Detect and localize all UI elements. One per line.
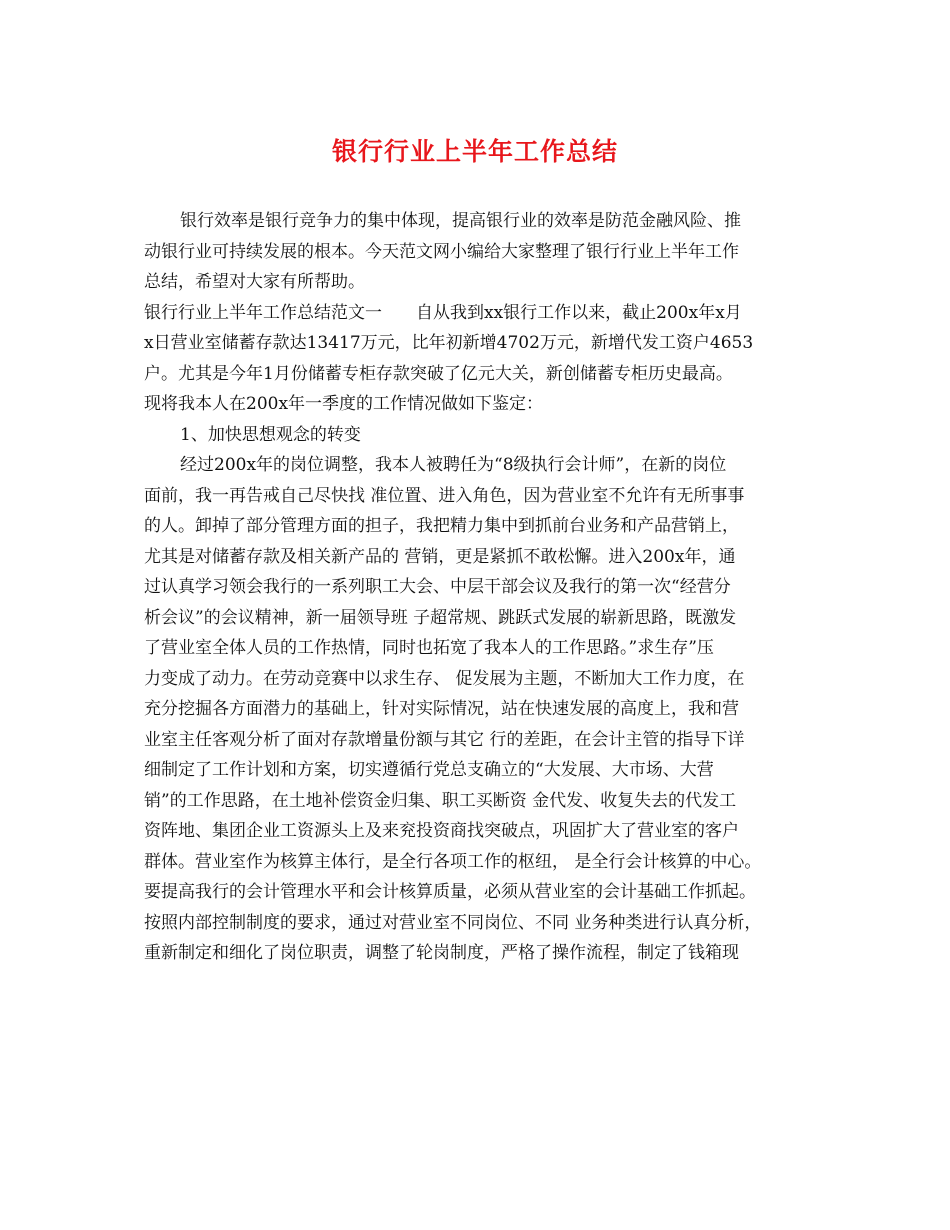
paragraph-line: 充分挖掘各方面潜力的基础上，针对实际情况，站在快速发展的高度上，我和营 [144,699,739,719]
paragraph-line: 尤其是对储蓄存款及相关新产品的 营销，更是紧抓不敢松懈。进入200x年，通 [144,546,736,567]
paragraph-line: 业室主任客观分析了面对存款增量份额与其它 行的差距，在会计主管的指导下详 [144,729,745,750]
paragraph-line: 总结，希望对大家有所帮助。 [144,272,365,292]
paragraph-line: 按照内部控制制度的要求，通过对营业室不同岗位、不同 业务种类进行认真分析， [144,912,762,933]
paragraph-line: 动银行业可持续发展的根本。今天范文网小编给大家整理了银行行业上半年工作 [144,241,739,262]
paragraph-line: 银行行业上半年工作总结范文一 自从我到xx银行工作以来，截止200x年x月 [144,302,742,323]
paragraph-line: 的人。卸掉了部分管理方面的担子，我把精力集中到抓前台业务和产品营销上， [144,516,739,536]
paragraph-line: 析会议”的会议精神，新一届领导班 子超常规、跳跃式发展的崭新思路，既激发 [144,607,737,628]
paragraph-line: 过认真学习领会我行的一系列职工大会、中层干部会议及我行的第一次“经营分 [144,577,731,597]
paragraph-line: 经过200x年的岗位调整，我本人被聘任为“8级执行会计师”，在新的岗位 [180,455,727,475]
paragraph-line: 了营业室全体人员的工作热情，同时也拓宽了我本人的工作思路。”求生存”压 [144,638,714,658]
document-body [144,206,814,969]
section-heading: 1、加快思想观念的转变 [180,424,361,445]
paragraph-line: 群体。营业室作为核算主体行，是全行各项工作的枢纽， 是全行会计核算的中心。 [144,851,762,872]
paragraph-line: 资阵地、集团企业工资源头上及来兖投资商找突破点，巩固扩大了营业室的客户 [144,821,739,841]
document-title: 银行行业上半年工作总结 [331,137,618,166]
paragraph-line: x日营业室储蓄存款达13417万元，比年初新增4702万元，新增代发工资户4653 [144,333,754,353]
paragraph-line: 销”的工作思路，在土地补偿资金归集、职工买断资 金代发、收复失去的代发工 [144,790,737,811]
paragraph-line: 要提高我行的会计管理水平和会计核算质量，必须从营业室的会计基础工作抓起。 [144,882,756,902]
paragraph-line: 面前，我一再告戒自己尽快找 准位置、进入角色，因为营业室不允许有无所事事 [144,485,745,506]
paragraph-line: 现将我本人在200x年一季度的工作情况做如下鉴定： [144,394,544,414]
paragraph-line: 细制定了工作计划和方案，切实遵循行党总支确立的“大发展、大市场、大营 [144,760,714,780]
paragraph-line: 银行效率是银行竞争力的集中体现，提高银行业的效率是防范金融风险、推 [180,211,741,231]
paragraph-line: 力变成了动力。在劳动竞赛中以求生存、 促发展为主题，不断加大工作力度，在 [144,668,745,689]
paragraph-line: 户。尤其是今年1月份储蓄专柜存款突破了亿元大关，新创储蓄专柜历史最高。 [144,363,733,384]
paragraph-line: 重新制定和细化了岗位职责，调整了轮岗制度，严格了操作流程，制定了钱箱现 [144,943,739,963]
